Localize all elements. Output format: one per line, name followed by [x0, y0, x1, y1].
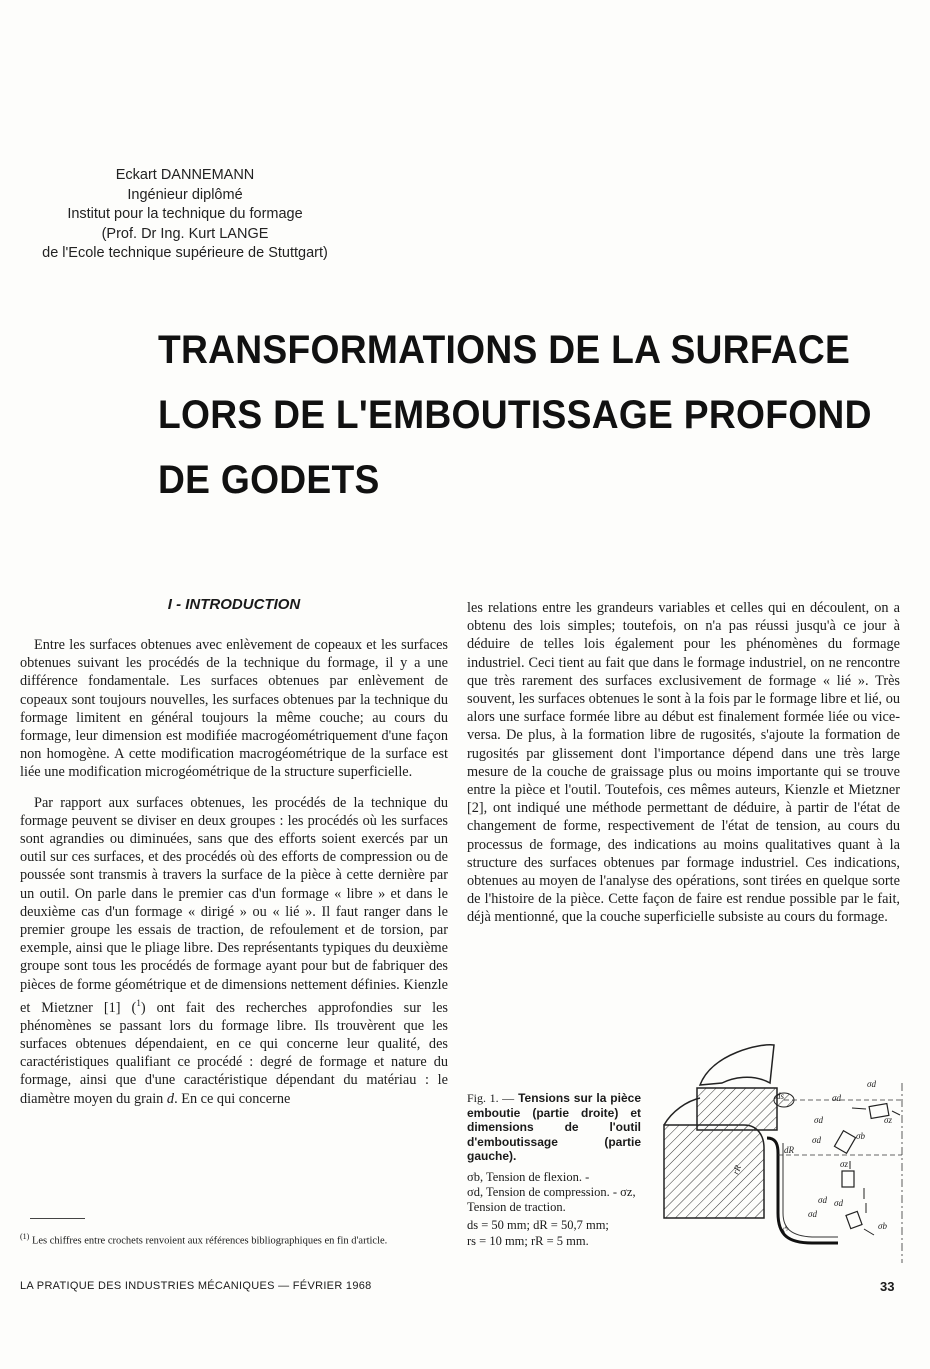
- page-number: 33: [880, 1279, 895, 1294]
- label-ds: ds: [776, 1091, 785, 1101]
- footnote-ref: 1: [136, 997, 141, 1008]
- right-paragraph-1: les relations entre les grandeurs variables et celles qui en découlent, on a obtenu des lois simples; toutefois, on n'a pas réussi jusqu'à ce jour à déduire de telles lois également pour les phénomènes du formage industriel. Ceci tient au fait que dans le formage industriel, on ne rencontre que très rarement des surfaces exclusivement de formage « lié ». Très souvent, les surfaces obtenues le sont à la fois par le formage libre et lié, ou alors une surface formée libre au début est finalement formée liée ou vice-versa. De plus, à la formation libre de rugosités, s'ajoute la formation de rugosités par glissement dont l'importance dépend dans une très large mesure de la couche de graissage plus ou moins importante qui se trouve entre la pièce et l'outil. Toutefois, ces mêmes auteurs, Kienzle et Mietzner [2], ont indiqué une méthode permettant de déduire, à partir de l'état de changement de forme, respectivement de l'état de tension, au cours du processus de formage, des indications au moins qualitatives quant à la structure des surfaces obtenues par formage industriel. Ces indications, obtenues au moyen de l'analyse des opérations, sont tirées en quelque sorte de l'histoire de la pièce. Cette façon de faire est rendue possible par le fait, déjà mentionné, que la couche superficielle subsiste au cours du formage.: [467, 600, 900, 926]
- stress-element-curve: [834, 1131, 855, 1154]
- label-sd-bottom-b: σd: [808, 1209, 817, 1219]
- left-paragraph-2: [20, 794, 448, 1108]
- label-dR: dR: [784, 1145, 794, 1155]
- stress-element-wall: [842, 1171, 854, 1187]
- label-rR: rR: [730, 1163, 743, 1176]
- label-sz-wall: σz: [840, 1159, 848, 1169]
- article-title: [158, 318, 872, 513]
- grain-diameter-symbol: d: [166, 1090, 175, 1107]
- figure-caption-head: [467, 1091, 641, 1164]
- left-paragraph-1: Entre les surfaces obtenues avec enlèvement de copeaux et les surfaces obtenues suivant les procédés de la technique du formage, il y a une différence fondamentale. Les surfaces obtenues par enlèvement de copeaux sont toujours nouvelles, les surfaces obtenues par la technique du formage limitent en général toujours la même couche; au cours du formage, leur dimension est modifiée macrogéométriquement d'une façon non homogène. A cette modification macrogéométrique de la surface est liée une modification microgéométrique de la structure superficielle.: [20, 637, 448, 781]
- footnote-rule: [30, 1218, 85, 1219]
- label-sd-curve-b: σd: [812, 1135, 821, 1145]
- cup-wall: [767, 1138, 838, 1243]
- drawing-tool-diagram: [652, 1043, 904, 1263]
- section-heading: I - INTRODUCTION: [167, 596, 301, 613]
- arrow-marks: [850, 1108, 900, 1235]
- left-paragraph-2-part-b: ) ont fait des recherches approfondies sur les phénomènes se passant lors du formage libre. Ils trouvèrent que les surfaces obtenues dépendaient, en ce qui concerne leur qualité, des caractéristiques qualifiant ce procédé : degré de formage et nature du formage, ainsi que d'une caractéristique dépendant du matériau : le diamètre moyen du grain: [20, 999, 449, 1107]
- label-sd-top: σd: [867, 1079, 876, 1089]
- figure-caption: [467, 1091, 641, 1249]
- title-line-1: TRANSFORMATIONS DE LA SURFACE: [158, 328, 851, 372]
- label-rs: rs: [778, 1222, 791, 1235]
- author-professor: (Prof. Dr Ing. Kurt LANGE: [101, 225, 269, 242]
- left-paragraph-2-part-c: . En ce qui concerne: [174, 1090, 291, 1107]
- figure-caption-text: Tensions sur la pièce emboutie (partie droite) et dimensions de l'outil d'emboutissage (partie gauche).: [467, 1091, 641, 1163]
- author-school: de l'Ecole technique supérieure de Stuttgart): [42, 245, 328, 261]
- label-sb-bottom: σb: [878, 1221, 887, 1231]
- footnote-text: Les chiffres entre crochets renvoient aux références bibliographiques en fin d'article.: [31, 1235, 388, 1247]
- footnote: [20, 1230, 448, 1248]
- label-sd-curve-a: σd: [814, 1115, 823, 1125]
- figure-dims-1: ds = 50 mm; dR = 50,7 mm;: [467, 1218, 609, 1232]
- label-sd-left: σd: [832, 1093, 841, 1103]
- label-sz-top: σz: [884, 1115, 892, 1125]
- figure-label: Fig. 1. —: [467, 1091, 515, 1105]
- author-name: Eckart DANNEMANN: [115, 167, 255, 183]
- label-sd-bottom-c: σd: [834, 1198, 843, 1208]
- author-block: [0, 166, 370, 264]
- left-paragraph-2-part-a: Par rapport aux surfaces obtenues, les procédés de la technique du formage peuvent se diviser en deux groupes : les procédés où les surfaces sont agrandies ou diminuées, sans que des efforts soient exercés par un outil sur ces surfaces, et des procédés où des efforts de compression ou de poussée sont transmis à travers la surface de la pièce à cette dernière par un outil. On parle dans le premier cas d'un formage « libre » et dans le deuxième cas d'un formage « dirigé » ou « lié ». Il faut ranger dans le premier groupe les essais de traction, de refoulement et de torsion, par exemple, ainsi que le pliage libre. Des représentants typiques du deuxième groupe sont tous les procédés de formage ayant pour but de fabriquer des pièces de forme géométrique et de dimensions nettement définies. Kienzle et Mietzner [1] (: [20, 794, 448, 1016]
- label-sb-curve: σb: [856, 1131, 865, 1141]
- author-title: Ingénieur diplômé: [127, 186, 243, 203]
- figure-legend: [467, 1170, 641, 1249]
- stress-element-bottom: [846, 1211, 862, 1228]
- label-sd-bottom-a: σd: [818, 1195, 827, 1205]
- right-column: [467, 599, 900, 939]
- left-column: [20, 636, 448, 1120]
- journal-footer: LA PRATIQUE DES INDUSTRIES MÉCANIQUES — FÉVRIER 1968: [20, 1280, 372, 1292]
- author-institute: Institut pour la technique du formage: [67, 206, 303, 222]
- die-block: [664, 1125, 764, 1218]
- figure-legend-1: σb, Tension de flexion. -: [467, 1169, 590, 1184]
- title-line-2: LORS DE L'EMBOUTISSAGE PROFOND: [158, 393, 872, 437]
- figure-legend-2: σd, Tension de compression. - σz, Tension de traction.: [467, 1185, 636, 1214]
- die-outer-curve: [664, 1098, 700, 1125]
- punch-block: [697, 1088, 777, 1130]
- footnote-mark: (1): [20, 1232, 30, 1241]
- cup-inner-wall: [783, 1143, 838, 1237]
- title-line-3: DE GODETS: [158, 458, 380, 502]
- figure-dims-2: rs = 10 mm; rR = 5 mm.: [467, 1233, 589, 1248]
- blank-holder-outline: [700, 1045, 774, 1085]
